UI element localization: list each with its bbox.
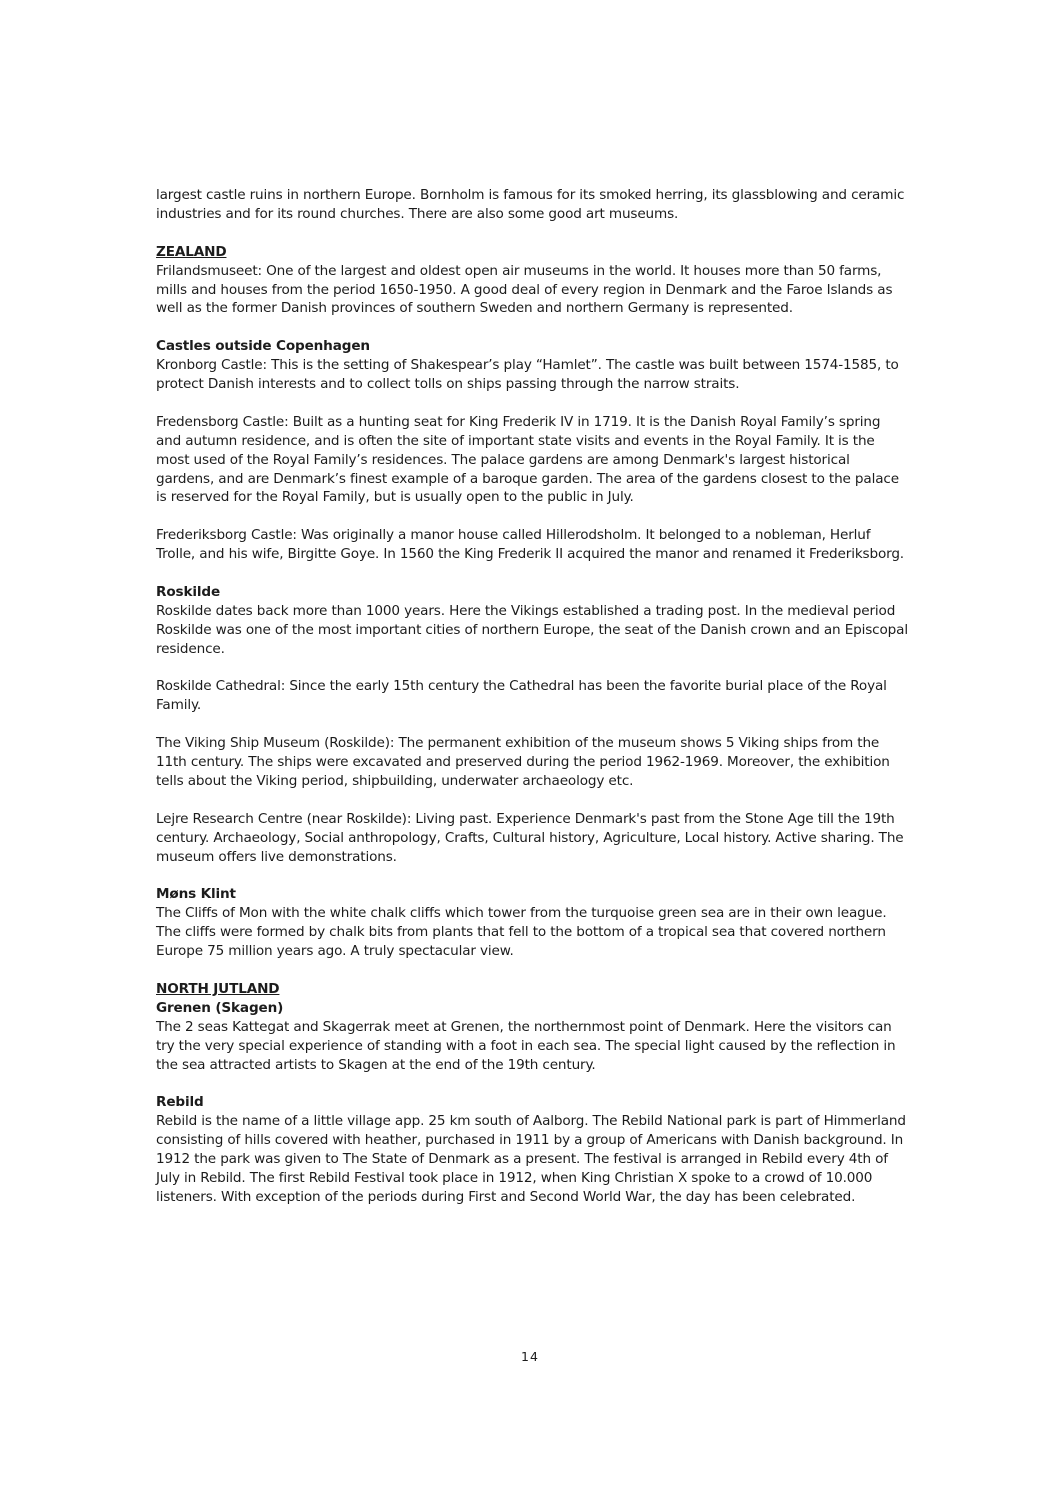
document-body xyxy=(156,186,908,1207)
paragraph-rebild: Rebild is the name of a little village app. 25 km south of Aalborg. The Rebild National park is part of Himmerland consisting of hills covered with heather, purchased in 1911 by a group of Americans with Danish background. In 1912 the park was given to The State of Denmark as a present. The festival is arranged in Rebild every 4th of July in Rebild. The first Rebild Festival took place in 1912, when King Christian X spoke to a crowd of 10.000 listeners. With exception of the periods during First and Second World War, the day has been celebrated. xyxy=(156,1113,906,1205)
section-heading-north-jutland: NORTH JUTLAND xyxy=(156,980,280,997)
paragraph-viking-ship: The Viking Ship Museum (Roskilde): The permanent exhibition of the museum shows 5 Viking ships from the 11th century. The ships were excavated and preserved during the period 1962-1969. Moreover, the exhibition tells about the Viking period, shipbuilding, underwater archaeology etc. xyxy=(156,735,890,789)
paragraph-roskilde: Roskilde dates back more than 1000 years. Here the Vikings established a trading post. In the medieval period Roskilde was one of the most important cities of northern Europe, the seat of the Danish crown and an Episcopal residence. xyxy=(156,602,908,657)
paragraph-mons-klint: The Cliffs of Mon with the white chalk cliffs which tower from the turquoise green sea are in their own league. The cliffs were formed by chalk bits from plants that fell to the bottom of a tropical sea that covered northern Europe 75 million years ago. A truly spectacular view. xyxy=(156,905,887,960)
paragraph-lejre: Lejre Research Centre (near Roskilde): Living past. Experience Denmark's past from the Stone Age till the 19th century. Archaeology, Social anthropology, Crafts, Cultural history, Agriculture, Local history. Active sharing. The museum offers live demonstrations. xyxy=(156,810,904,865)
intro-paragraph: largest castle ruins in northern Europe. Bornholm is famous for its smoked herring, its glassblowing and ceramic industries and for its round churches. There are also some good art museums. xyxy=(156,187,905,222)
section-heading-zealand: ZEALAND xyxy=(156,243,227,260)
subheading-castles: Castles outside Copenhagen xyxy=(156,338,370,355)
paragraph-frederiksborg: Frederiksborg Castle: Was originally a manor house called Hillerodsholm. It belonged to a nobleman, Herluf Trolle, and his wife, Birgitte Goye. In 1560 the King Frederik II acquired the manor and renamed it Frederiksborg. xyxy=(156,527,904,563)
paragraph-cathedral: Roskilde Cathedral: Since the early 15th century the Cathedral has been the favorite burial place of the Royal Family. xyxy=(156,678,887,714)
paragraph-grenen: The 2 seas Kattegat and Skagerrak meet at Grenen, the northernmost point of Denmark. Here the visitors can try the very special experience of standing with a foot in each sea. The special light caused by the reflection in the sea attracted artists to Skagen at the end of the 19th century. xyxy=(156,1018,896,1073)
subheading-rebild: Rebild xyxy=(156,1094,204,1111)
paragraph-kronborg: Kronborg Castle: This is the setting of Shakespear’s play “Hamlet”. The castle was built between 1574-1585, to protect Danish interests and to collect tolls on ships passing through the narrow straits. xyxy=(156,357,899,393)
page-number: 14 xyxy=(521,1349,539,1364)
paragraph-fredensborg: Fredensborg Castle: Built as a hunting seat for King Frederik IV in 1719. It is the Danish Royal Family’s spring and autumn residence, and is often the site of important state visits and events in the Royal Family. It is the most used of the Royal Family’s residences. The palace gardens are among Denmark's largest historical gardens, and are Denmark’s finest example of a baroque garden. The area of the gardens closest to the palace is reserved for the Royal Family, but is usually open to the public in July. xyxy=(156,413,899,506)
subheading-roskilde: Roskilde xyxy=(156,583,221,600)
subheading-grenen: Grenen (Skagen) xyxy=(156,999,284,1016)
subheading-mons-klint: Møns Klint xyxy=(156,886,236,903)
paragraph-frilandsmuseet: Frilandsmuseet: One of the largest and oldest open air museums in the world. It houses more than 50 farms, mills and houses from the period 1650-1950. A good deal of every region in Denmark and the Faroe Islands as well as the former Danish provinces of southern Sweden and northern Germany is represented. xyxy=(156,262,893,317)
